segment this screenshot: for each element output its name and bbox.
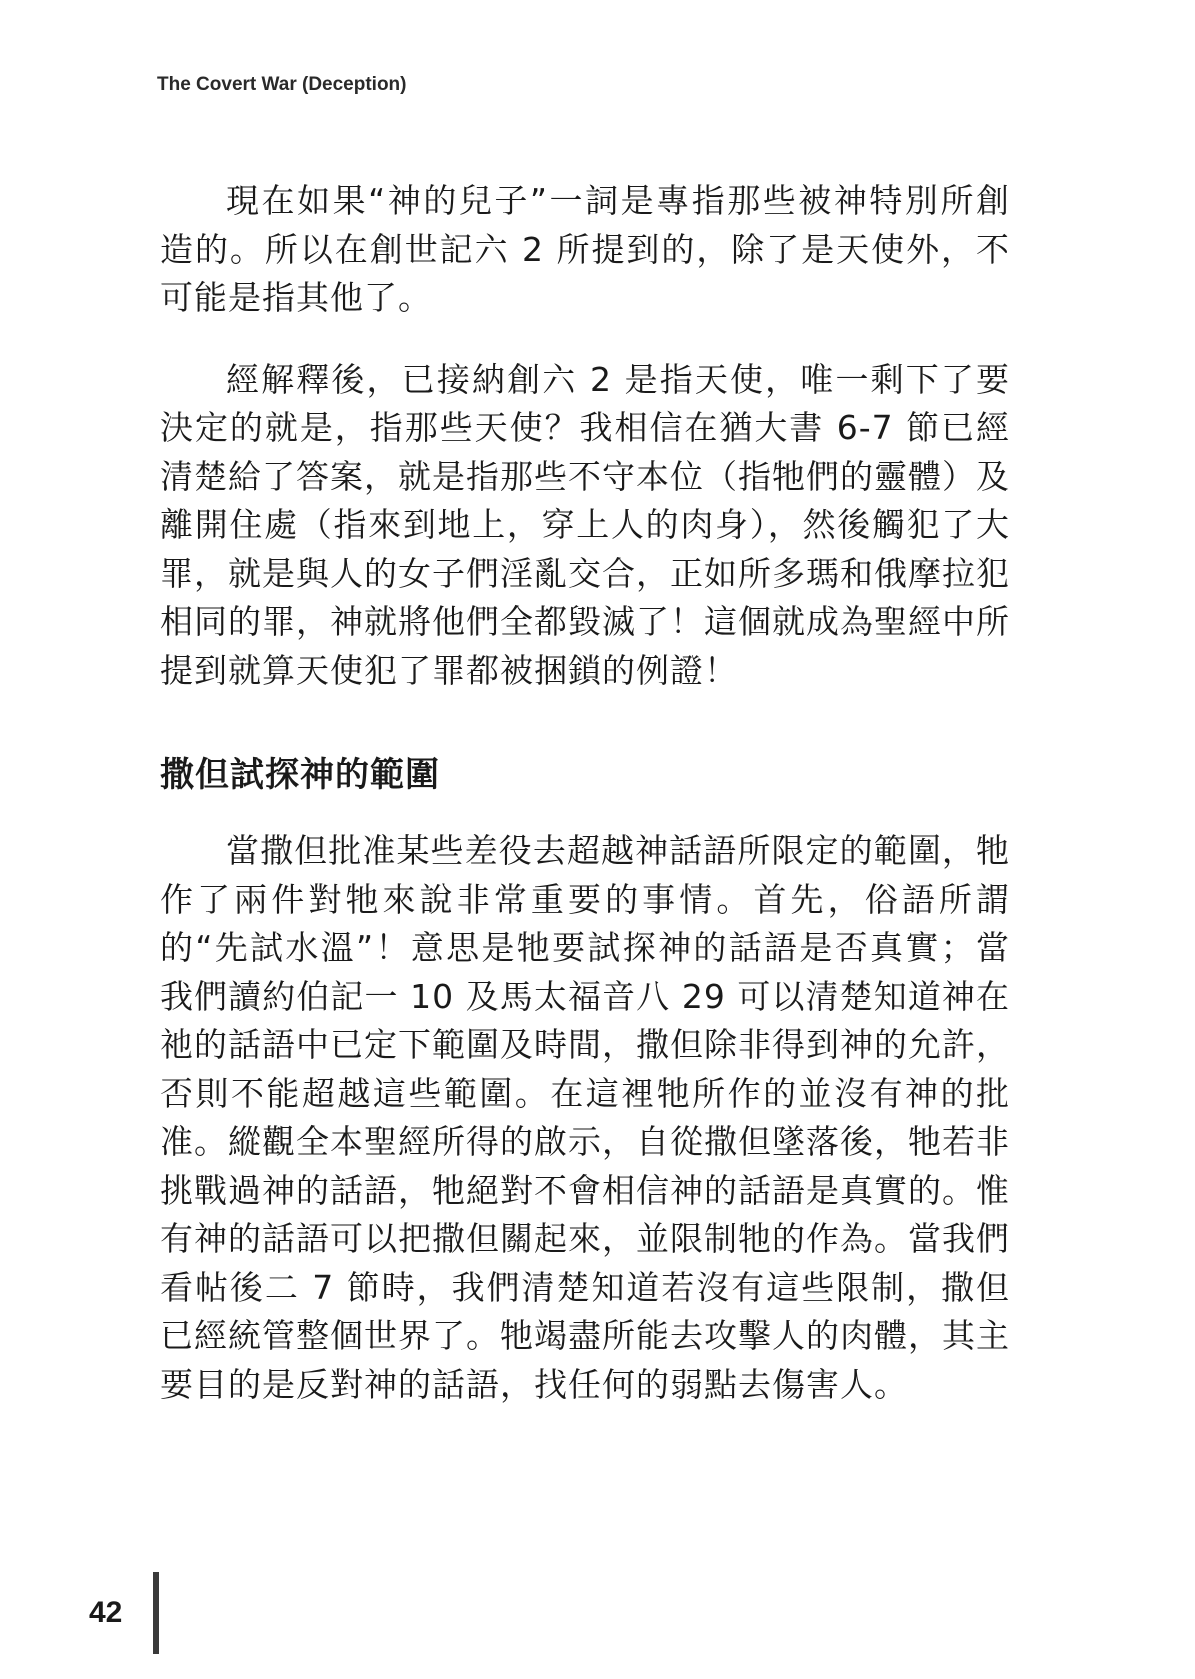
body-paragraph-1: 現在如果“神的兒子”一詞是專指那些被神特別所創造的。所以在創世記六 2 所提到的，除了是天使外，不可能是指其他了。 <box>160 181 1010 317</box>
section-heading: 撒但試探神的範圍 <box>160 755 440 795</box>
page-number: 42 <box>89 1596 123 1629</box>
body-paragraph-2: 經解釋後，已接納創六 2 是指天使，唯一剩下了要決定的就是，指那些天使？我相信在猶大書 6-7 節已經清楚給了答案，就是指那些不守本位（指牠們的靈體）及離開住處（指來到地上，穿上人的肉身），然後觸犯了大罪，就是與人的女子們淫亂交合，正如所多瑪和俄摩拉犯相同的罪，神就將他們全都毀滅了！這個就成為聖經中所提到就算天使犯了罪都被捆鎖的例證！ <box>160 359 1010 690</box>
footer-vertical-rule <box>153 1572 159 1654</box>
body-paragraph-3: 當撒但批准某些差役去超越神話語所限定的範圍，牠作了兩件對牠來說非常重要的事情。首先，俗語所謂的“先試水溫”！意思是牠要試探神的話語是否真實；當我們讀約伯記一 10 及馬太福音八 29 可以清楚知道神在祂的話語中已定下範圍及時間，撒但除非得到神的允許，否則不能超越這些範圍。在這裡牠所作的並沒有神的批准。縱觀全本聖經所得的啟示，自從撒但墜落後，牠若非挑戰過神的話語，牠絕對不會相信神的話語是真實的。惟有神的話語可以把撒但關起來，並限制牠的作為。當我們看帖後二 7 節時，我們清楚知道若沒有這些限制，撒但已經統管整個世界了。牠竭盡所能去攻擊人的肉體，其主要目的是反對神的話語，找任何的弱點去傷害人。 <box>160 831 1010 1404</box>
page-body <box>160 177 1010 1409</box>
running-header-title: The Covert War (Deception) <box>157 74 407 95</box>
